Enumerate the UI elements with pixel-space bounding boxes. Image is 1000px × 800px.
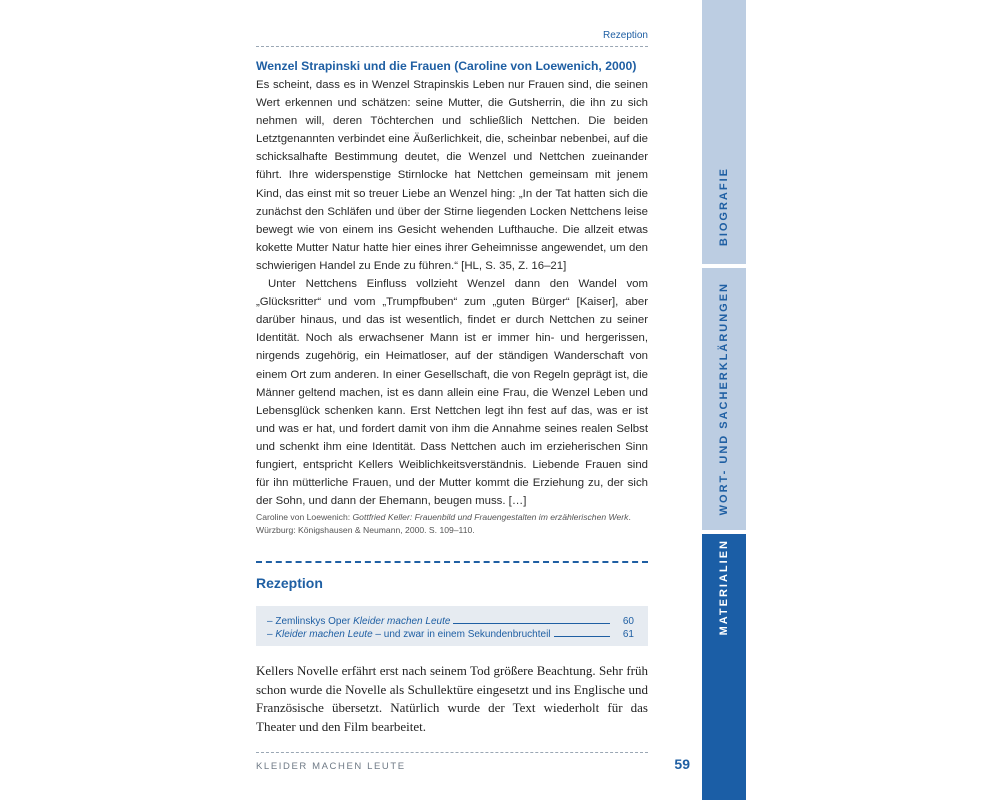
source-publisher: . Würzburg: Königshausen & Neumann, 2000. S. 109–110. — [256, 512, 631, 535]
toc-entry-text: – Zemlinskys Oper Kleider machen Leute — [267, 616, 451, 627]
source-citation — [256, 511, 648, 537]
tab-wort-und-sacherklaerungen[interactable] — [702, 268, 746, 530]
tab-label: MATERIALIEN — [718, 538, 730, 636]
section-toc — [256, 606, 648, 646]
tab-biografie[interactable] — [702, 0, 746, 264]
page-number: 59 — [674, 756, 690, 772]
toc-leader-line — [453, 623, 610, 624]
tab-label: WORT- UND SACHERKLÄRUNGEN — [718, 282, 730, 516]
toc-entry-text: – Kleider machen Leute – und zwar in einem Sekundenbruchteil — [267, 629, 551, 640]
section-divider — [256, 561, 648, 563]
footer-book-title: KLEIDER MACHEN LEUTE — [256, 761, 406, 772]
material-title: Wenzel Strapinski und die Frauen (Caroline von Loewenich, 2000) — [256, 59, 637, 73]
material-body — [256, 76, 648, 510]
material-paragraph-1: Es scheint, dass es in Wenzel Strapinskis Leben nur Frauen sind, die seinen Wert erkennen und schätzen: seine Mutter, die Gutsherrin, die ihn zu sich nehmen will, deren Töchterchen und schließlich Nettchen. Die beiden Letztgenannten verbindet eine Äußerlichkeit, die, scheinbar nebenbei, auf die schicksalhafte Bestimmung deutet, die Wenzel und Nettchen zueinander führt. Ihre widerspenstige Stirnlocke hat Nettchen gemeinsam mit jenem Kind, das einst mit so treuer Liebe an Wenzel hing: „In der Tat hatten sich die zunächst den Schläfen und über der Stirne liegenden Locken Nettchens leise bewegt wie von einem ins Gesicht wehenden Lufthauche. Die allzeit etwas kokette Mutter Natur hatte hier eines ihrer Geheimnisse angewendet, um den schwierigen Handel zu Ende zu führen.“ [HL, S. 35, Z. 16–21] — [256, 79, 648, 272]
toc-entry[interactable] — [267, 613, 634, 627]
source-title: Gottfried Keller: Frauenbild und Frauengestalten im erzählerischen Werk — [352, 512, 629, 522]
tab-label: BIOGRAFIE — [718, 167, 730, 247]
section-heading: Rezeption — [256, 575, 323, 591]
toc-page-number: 61 — [622, 629, 634, 640]
header-divider — [256, 46, 648, 47]
section-text: Kellers Novelle erfährt erst nach seinem Tod größere Beachtung. Sehr früh schon wurde die Novelle als Schullektüre eingesetzt und ins Englische und Französische übersetzt. Natürlich wurde der Text wiederholt für das Theater und den Film bearbeitet. — [256, 663, 648, 734]
footer-divider — [256, 752, 648, 753]
running-head: Rezeption — [602, 30, 648, 41]
toc-page-number: 60 — [622, 616, 634, 627]
toc-leader-line — [554, 636, 610, 637]
tab-materialien[interactable] — [702, 534, 746, 800]
material-paragraph-2: Unter Nettchens Einfluss vollzieht Wenzel dann den Wandel vom „Glücksritter“ und vom „Trumpfbuben“ zum „guten Bürger“ [Kaiser], aber darüber hinaus, und das ist wesentlich, findet er durch Nettchen zu seiner Identität. Noch als erwachsener Mann ist er immer hin- und hergerissen, nirgends zugehörig, ein Heimatloser, auf der ständigen Wanderschaft von einem Ort zum anderen. In einer Gesellschaft, die von Regeln geprägt ist, die Männer geltend machen, ist es dann allein eine Frau, die Wenzel Leben und Lebensglück schenken kann. Erst Nettchen legt ihn fest auf das, was er ist und was er hat, und fordert damit von ihm die Annahme seines realen Selbst und schenkt ihm eine Identität. Dass Nettchen auch im erzieherischen Sinn fungiert, entspricht Kellers Weiblichkeitsverständnis. Liebende Frauen sind für ihn mütterliche Frauen, und der Mutter kommt die Erziehung zu, der sich der Sohn, und dann der Ehemann, beugen muss. […] — [256, 278, 648, 508]
source-author: Caroline von Loewenich: — [256, 512, 353, 522]
toc-entry[interactable] — [267, 626, 634, 640]
